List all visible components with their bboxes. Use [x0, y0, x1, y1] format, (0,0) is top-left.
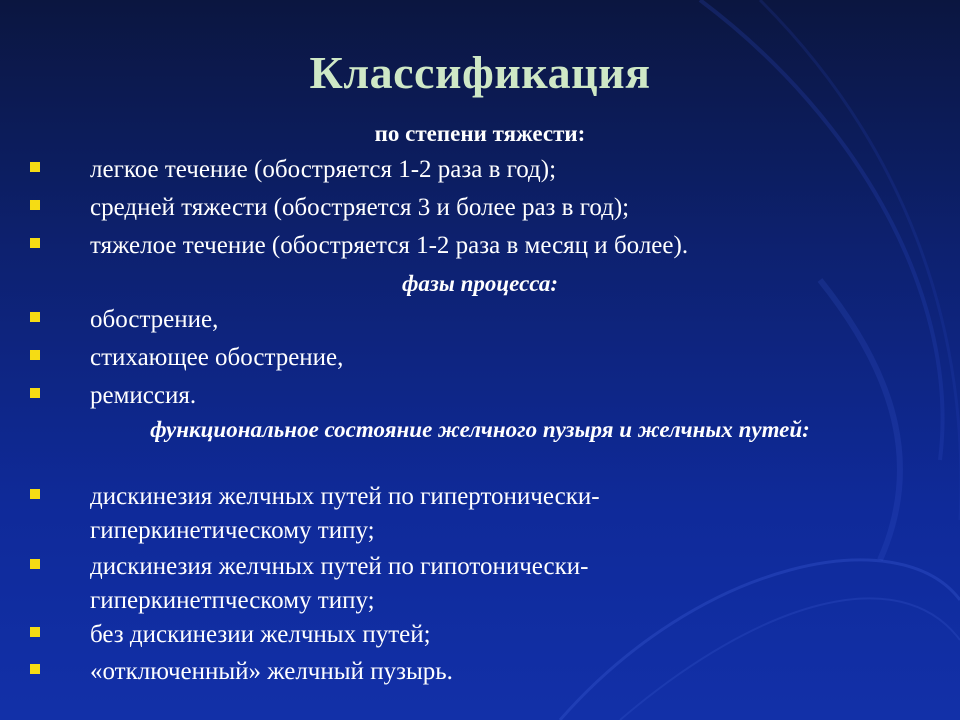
list-item-text: без дискинезии желчных путей; [90, 621, 431, 648]
slide-title: Классификация [309, 47, 651, 98]
section-heading-severity: по степени тяжести: [374, 121, 586, 146]
list-item-text: средней тяжести (обостряется 3 и более раз в год); [90, 194, 630, 221]
bullet-square-icon [30, 350, 40, 360]
list-item-text: обострение, [90, 306, 219, 333]
list-item-text: ремиссия. [90, 382, 197, 409]
bullet-square-icon [30, 238, 40, 248]
list-item-text: дискинезия желчных путей по гипертонически-гиперкинетическому типу; [90, 483, 600, 544]
list-item-text: легкое течение (обостряется 1-2 раза в год); [90, 156, 557, 183]
list-item-text: «отключенный» желчный пузырь. [90, 658, 453, 685]
bullet-square-icon [30, 489, 40, 499]
list-item-text: стихающее обострение, [90, 344, 344, 371]
bullet-square-icon [30, 664, 40, 674]
bullet-square-icon [30, 388, 40, 398]
bullet-square-icon [30, 627, 40, 637]
section-heading-functional-state: функциональное состояние желчного пузыря и желчных путей: [150, 417, 810, 442]
bullet-square-icon [30, 162, 40, 172]
bullet-square-icon [30, 312, 40, 322]
bullet-square-icon [30, 559, 40, 569]
section-heading-phases: фазы процесса: [401, 271, 559, 296]
list-item-text: тяжелое течение (обостряется 1-2 раза в месяц и более). [90, 232, 689, 259]
bullet-square-icon [30, 200, 40, 210]
list-item-text: дискинезия желчных путей по гипотонически-гиперкинетпческому типу; [90, 553, 589, 614]
